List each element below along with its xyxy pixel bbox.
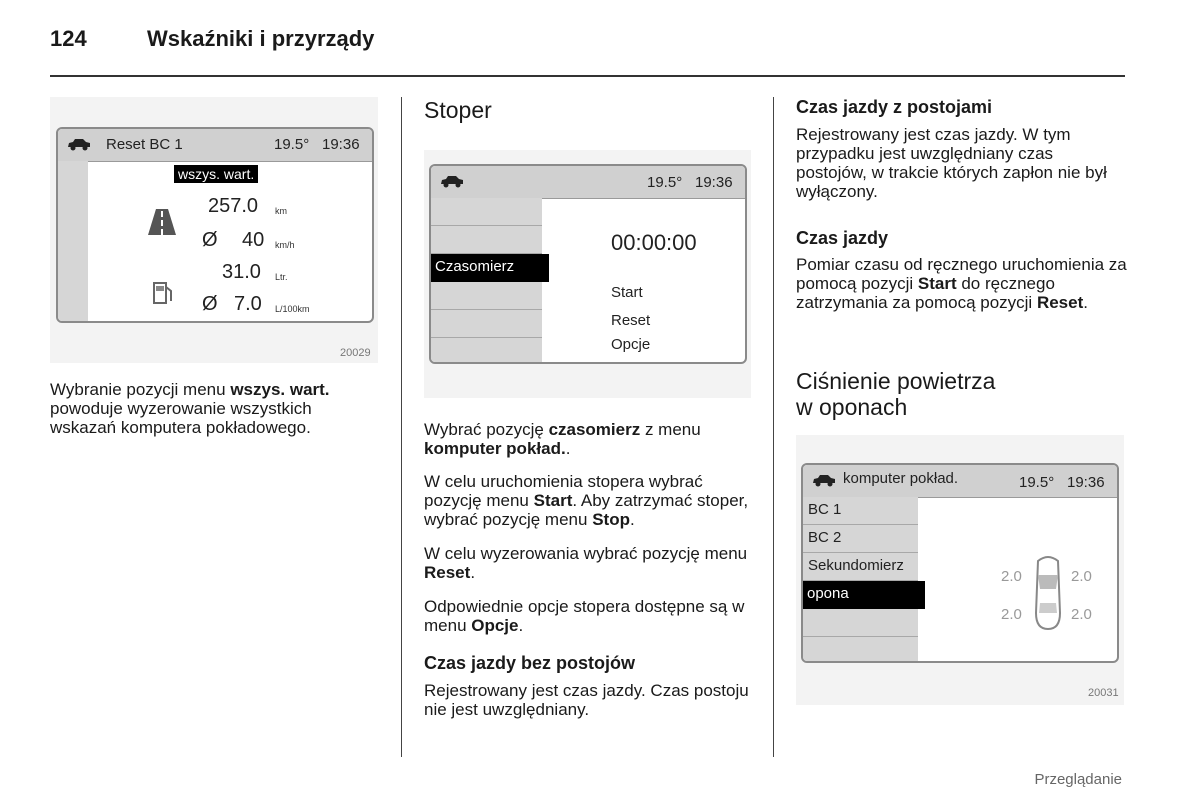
distance-value: 257.0: [208, 195, 259, 217]
paragraph-with-stops: Rejestrowany jest czas jazdy. W tym przypadku jest uwzględniany czas postojów, w trakcie których zapłon nie był wyłączony.: [796, 125, 1107, 201]
heading-line: Ciśnienie powietrza: [796, 368, 996, 394]
car-icon: [811, 473, 837, 487]
avg-fuel-unit: L/100km: [275, 304, 310, 314]
bold-term: Start: [533, 491, 573, 510]
display-temperature: 19.5°: [274, 136, 310, 153]
subheading-with-stops: Czas jazdy z postojami: [796, 97, 993, 117]
display-side-bar: [58, 161, 88, 323]
bold-term: Opcje: [471, 616, 519, 635]
avg-speed-unit: km/h: [275, 240, 295, 250]
section-heading-tyre-pressure: [796, 368, 995, 420]
page-number: 124: [50, 26, 87, 51]
text-span: .: [1083, 293, 1088, 312]
bold-term: Stop: [592, 510, 630, 529]
fuel-pump-icon: [152, 279, 176, 305]
display-title: Reset BC 1: [106, 136, 183, 153]
menu-row: [803, 553, 918, 581]
text-span: .: [518, 616, 524, 635]
figure-number: 20031: [1088, 687, 1119, 699]
subheading-driving-time: Czas jazdy: [796, 228, 889, 248]
paragraph-select: [424, 420, 756, 458]
menu-row: [803, 525, 918, 553]
column-divider-2: [773, 97, 774, 757]
page-title: Wskaźniki i przyrządy: [147, 26, 375, 51]
menu-item-czasomierz: Czasomierz: [431, 254, 549, 282]
paragraph-reset: [50, 380, 380, 437]
text-span: Wybranie pozycji menu: [50, 380, 231, 399]
display-tyre-pressure: [801, 463, 1119, 663]
bold-term: czasomierz: [548, 420, 641, 439]
paragraph-without-stops: Rejestrowany jest czas jazdy. Czas postoju nie jest uwzględniany.: [424, 681, 749, 719]
menu-row: [431, 282, 542, 310]
text-span: Wybrać pozycję: [424, 420, 549, 439]
figure-reset-bc: [50, 97, 378, 363]
option-opcje: Opcje: [611, 336, 651, 353]
bold-term: Reset: [1036, 293, 1084, 312]
menu-row: [431, 198, 542, 226]
paragraph-start: [424, 472, 756, 529]
avg-fuel-value: 7.0: [234, 293, 262, 315]
display-temperature: 19.5°: [647, 174, 683, 191]
option-start: Start: [611, 284, 643, 301]
display-time: 19:36: [1067, 474, 1105, 491]
bold-term: Start: [917, 274, 957, 293]
bold-term: Reset: [424, 563, 471, 582]
menu-item-sekundomierz: Sekundomierz: [808, 557, 904, 574]
avg-fuel-symbol: Ø: [202, 293, 218, 315]
menu-row: [803, 497, 918, 525]
display-reset-bc: [56, 127, 374, 323]
paragraph-driving-time: [796, 255, 1128, 312]
text-span: Odpowiednie opcje stopera dostępne są w menu: [424, 597, 745, 635]
menu-item-bc2: BC 2: [808, 529, 842, 546]
header-rule: [50, 75, 1125, 77]
car-top-view-icon: [1030, 553, 1066, 633]
distance-unit: km: [275, 206, 287, 216]
text-span: .: [470, 563, 476, 582]
tyre-rear-right: 2.0: [1071, 606, 1092, 623]
text-span: . Aby zatrzymać stoper, wybrać pozycję menu: [424, 491, 749, 529]
display-time: 19:36: [695, 174, 733, 191]
car-icon: [66, 137, 92, 151]
figure-stopwatch: [424, 150, 751, 398]
figure-number: 20029: [340, 347, 371, 359]
menu-row: [431, 310, 542, 338]
avg-speed-value: 40: [242, 229, 265, 251]
text-span: Pomiar czasu od ręcznego uruchomienia za pomocą pozycji: [796, 255, 1127, 293]
display-stopwatch: [429, 164, 747, 364]
figure-tyre-pressure: [796, 435, 1124, 705]
tyre-front-left: 2.0: [1001, 568, 1022, 585]
subheading-without-stops: Czas jazdy bez postojów: [424, 653, 636, 673]
fuel-unit: Ltr.: [275, 272, 288, 282]
section-heading-stoper: Stoper: [424, 97, 492, 123]
menu-item-opona: opona: [803, 581, 925, 609]
display-status-bar: [58, 129, 372, 162]
fuel-value: 31.0: [222, 261, 261, 283]
display-temperature: 19.5°: [1019, 474, 1055, 491]
paragraph-options: [424, 597, 756, 635]
menu-row: [803, 637, 918, 663]
menu-column: [803, 497, 918, 663]
menu-row: [431, 226, 542, 254]
display-title: komputer pokład.: [843, 470, 959, 487]
timer-readout: 00:00:00: [611, 230, 697, 255]
car-icon: [439, 174, 465, 188]
avg-symbol: Ø: [202, 229, 218, 251]
text-span: powoduje wyzerowanie wszystkich wskazań komputera pokładowego.: [50, 399, 312, 437]
menu-item-bc1: BC 1: [808, 501, 842, 518]
display-status-bar: [803, 465, 1117, 498]
selected-menu-item: wszys. wart.: [174, 165, 258, 183]
footer-section-label: Przeglądanie: [1034, 771, 1122, 788]
heading-line: w oponach: [796, 394, 908, 420]
column-divider-1: [401, 97, 402, 757]
road-icon: [146, 209, 178, 235]
tyre-front-right: 2.0: [1071, 568, 1092, 585]
option-reset: Reset: [611, 312, 651, 329]
display-status-bar: [431, 166, 745, 199]
tyre-rear-left: 2.0: [1001, 606, 1022, 623]
text-span: .: [629, 510, 635, 529]
text-span: do ręcznego zatrzymania za pomocą pozycji: [796, 274, 1055, 312]
text-span: W celu uruchomienia stopera wybrać pozycję menu: [424, 472, 703, 510]
text-span: W celu wyzerowania wybrać pozycję menu: [424, 544, 748, 563]
bold-term: komputer pokład.: [424, 439, 566, 458]
display-time: 19:36: [322, 136, 360, 153]
text-span: z menu: [640, 420, 701, 439]
text-span: .: [565, 439, 571, 458]
menu-row: [803, 609, 918, 637]
bold-term: wszys. wart.: [230, 380, 330, 399]
paragraph-reset-stopwatch: [424, 544, 756, 582]
